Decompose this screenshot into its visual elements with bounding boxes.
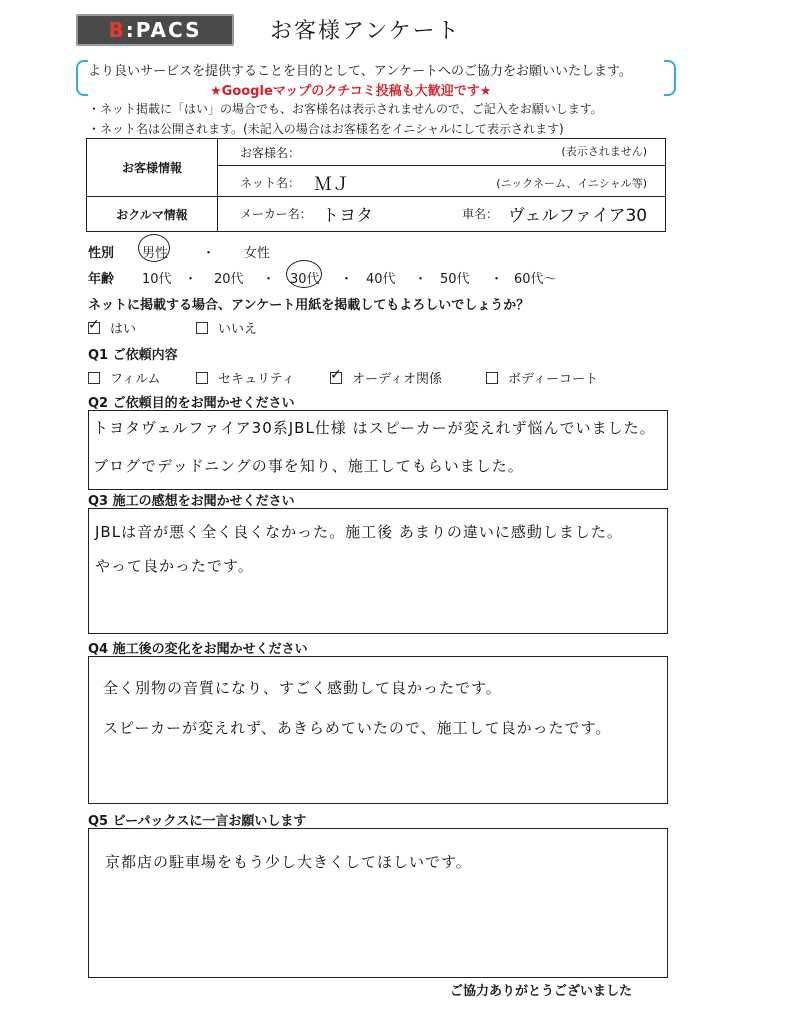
q3-label: Q3 施工の感想をお聞かせください: [88, 494, 295, 509]
car-name-label: 車名：: [462, 207, 499, 221]
q5-answer-box[interactable]: [88, 828, 668, 978]
age-option-50s[interactable]: 50代: [440, 272, 470, 287]
info-table: [86, 138, 666, 232]
maker-value: トヨタ: [322, 206, 373, 226]
q1-audio-label: オーディオ関係: [352, 372, 442, 387]
age-option-10s[interactable]: 10代: [142, 272, 172, 287]
bpacs-logo: [76, 14, 234, 46]
publish-yes-checkbox[interactable]: [88, 317, 100, 334]
q4-answer-line-2: スピーカーが変えれず、あきらめていたので、施工して良かったです。: [103, 719, 612, 737]
car-info-label: おクルマ情報: [87, 197, 218, 232]
car-info-cell[interactable]: [218, 197, 666, 232]
gender-selected-circle: [138, 234, 170, 262]
logo-rest: :PACS: [125, 18, 202, 42]
intro-text: より良いサービスを提供することを目的として、アンケートへのご協力をお願いいたします。: [88, 64, 632, 79]
footer-thanks: ご協力ありがとうございました: [450, 984, 633, 999]
q2-answer-line-1: トヨタヴェルファイア30系JBL仕様 はスピーカーが変えれず悩んでいました。: [93, 419, 656, 437]
google-review-note: ★Googleマップのクチコミ投稿も大歓迎です★: [210, 84, 492, 99]
intro-bracket-left: [76, 60, 88, 96]
intro-bracket-right: [664, 60, 676, 96]
q5-answer-line-1: 京都店の駐車場をもう少し大きくしてほしいです。: [105, 853, 472, 871]
q4-answer-line-1: 全く別物の音質になり、すごく感動して良かったです。: [103, 679, 502, 697]
net-name-value: ＭＪ: [314, 174, 350, 195]
q1-option-bodycoat[interactable]: [486, 368, 598, 387]
net-name-label: ネット名：: [240, 176, 301, 190]
publish-question: ネットに掲載する場合、アンケート用紙を掲載してもよろしいでしょうか？: [88, 298, 530, 313]
check-mark-icon: ✓: [330, 367, 342, 383]
q1-film-checkbox[interactable]: [88, 372, 100, 384]
q1-option-audio[interactable]: [330, 368, 442, 387]
q2-label: Q2 ご依頼目的をお聞かせください: [88, 396, 295, 411]
q5-label: Q5 ビーパックスに一言お願いします: [88, 814, 307, 829]
age-separator-4: ・: [414, 272, 428, 287]
q1-security-label: セキュリティ: [218, 372, 295, 387]
q1-audio-checkbox[interactable]: [330, 367, 342, 384]
age-option-30s[interactable]: 30代: [290, 272, 320, 287]
gender-option-male[interactable]: 男性: [142, 246, 169, 261]
age-separator-3: ・: [340, 272, 354, 287]
age-selected-circle: [286, 260, 322, 288]
customer-name-cell[interactable]: [218, 139, 666, 166]
net-name-cell[interactable]: [218, 166, 666, 197]
q1-bodycoat-label: ボディーコート: [508, 372, 598, 387]
age-option-40s[interactable]: 40代: [366, 272, 396, 287]
q2-answer-box[interactable]: [88, 410, 668, 490]
logo-prefix: B: [108, 18, 126, 42]
age-separator-2: ・: [262, 272, 276, 287]
age-label: 年齢: [88, 272, 115, 287]
page-title: お客様アンケート: [270, 19, 461, 44]
q1-label: Q1 ご依頼内容: [88, 348, 178, 363]
publish-no-checkbox[interactable]: [196, 322, 208, 334]
note-netname: ・ネット名は公開されます。(未記入の場合はお客様名をイニシャルにして表示されます): [88, 122, 564, 136]
q1-film-label: フィルム: [110, 372, 161, 387]
q3-answer-line-2: やって良かったです。: [95, 557, 254, 575]
note-publish: ・ネット掲載に「はい」の場合でも、お客様名は表示されませんので、ご記入をお願いします。: [88, 102, 603, 116]
q1-option-security[interactable]: [196, 368, 295, 387]
q3-answer-box[interactable]: [88, 508, 668, 634]
customer-info-label: お客様情報: [87, 139, 218, 197]
publish-yes[interactable]: [88, 318, 136, 337]
age-option-20s[interactable]: 20代: [214, 272, 244, 287]
q4-answer-box[interactable]: [88, 656, 668, 804]
q1-bodycoat-checkbox[interactable]: [486, 372, 498, 384]
age-separator-1: ・: [184, 272, 198, 287]
maker-label: メーカー名：: [240, 207, 312, 221]
customer-name-note: (表示されません): [561, 145, 647, 158]
q3-answer-line-1: JBLは音が悪く全く良くなかった。施工後 あまりの違いに感動しました。: [95, 523, 623, 541]
publish-no-label: いいえ: [218, 322, 258, 337]
publish-no[interactable]: [196, 318, 257, 337]
customer-name-label: お客様名：: [240, 146, 301, 160]
net-name-note: (ニックネーム、イニシャル等): [496, 177, 647, 190]
q4-label: Q4 施工後の変化をお聞かせください: [88, 642, 308, 657]
age-separator-5: ・: [490, 272, 504, 287]
car-name-value: ヴェルファイア30: [508, 206, 648, 226]
q2-answer-line-2: ブログでデッドニングの事を知り、施工してもらいました。: [93, 457, 524, 475]
publish-yes-label: はい: [110, 322, 137, 337]
q1-security-checkbox[interactable]: [196, 372, 208, 384]
age-option-60s[interactable]: 60代～: [514, 272, 557, 287]
gender-label: 性別: [88, 246, 115, 261]
check-mark-icon: ✓: [88, 317, 100, 333]
gender-option-female[interactable]: 女性: [244, 246, 271, 261]
gender-separator: ・: [202, 246, 216, 261]
q1-option-film[interactable]: [88, 368, 160, 387]
